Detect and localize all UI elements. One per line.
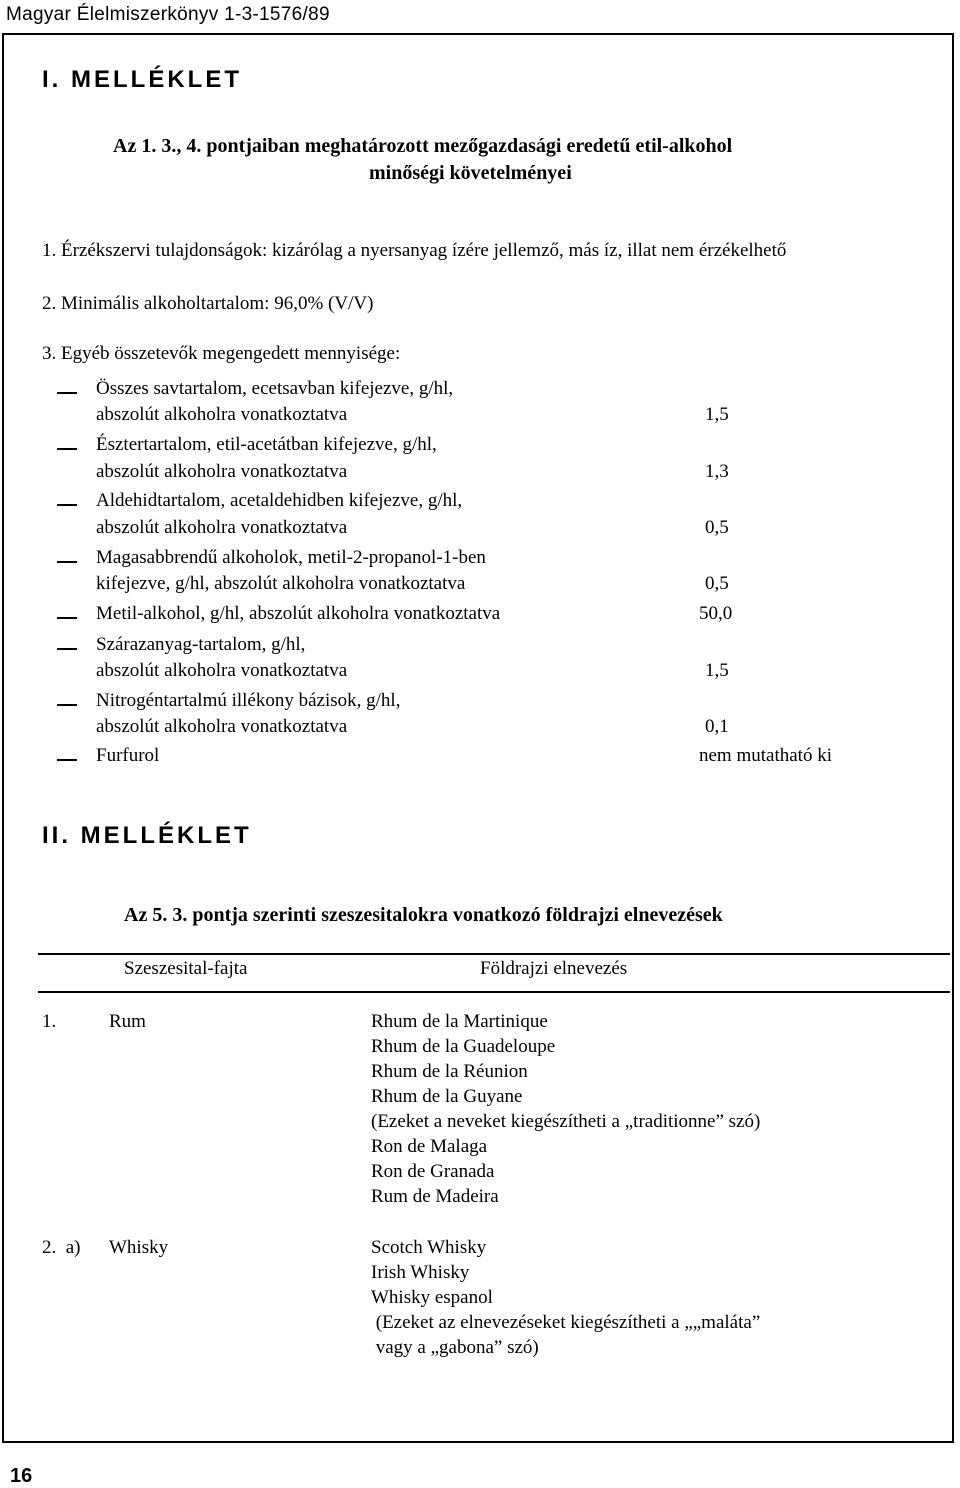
row-geographic-name: Irish Whisky xyxy=(371,1262,470,1283)
row-geographic-name: Ron de Granada xyxy=(371,1161,495,1182)
row-geographic-name: Rhum de la Guadeloupe xyxy=(371,1036,556,1057)
row-geographic-name: Scotch Whisky xyxy=(371,1237,487,1258)
row-geographic-name: Rhum de la Réunion xyxy=(371,1061,528,1082)
component-label-line2: kifejezve, g/hl, abszolút alkoholra vonatkoztatva xyxy=(96,573,466,594)
annex-1-heading: I. MELLÉKLET xyxy=(42,66,242,93)
component-label-line1: Összes savtartalom, ecetsavban kifejezve, g/hl, xyxy=(96,378,454,399)
component-value: 1,3 xyxy=(705,461,729,482)
page-number: 16 xyxy=(10,1465,33,1487)
row-drink-type: Rum xyxy=(109,1011,146,1032)
component-label-line2: abszolút alkoholra vonatkoztatva xyxy=(96,716,348,737)
table-header-drink-type: Szeszesital-fajta xyxy=(124,958,248,979)
row-geographic-name: Rhum de la Martinique xyxy=(371,1011,548,1032)
row-geographic-name: Rhum de la Guyane xyxy=(371,1086,523,1107)
table-header-geographic-name: Földrajzi elnevezés xyxy=(480,958,628,979)
component-label-line1: Magasabbrendű alkoholok, metil-2-propanol-1-ben xyxy=(96,547,486,568)
component-label-line2: abszolút alkoholra vonatkoztatva xyxy=(96,517,348,538)
row-note: (Ezeket az elnevezéseket kiegészítheti a „„maláta” xyxy=(371,1312,761,1333)
annex-1-subtitle-line2: minőségi követelményei xyxy=(369,162,572,184)
list-dash xyxy=(57,561,77,563)
annex-2-heading: II. MELLÉKLET xyxy=(42,822,252,849)
component-label-line1: Metil-alkohol, g/hl, abszolút alkoholra vonatkoztatva xyxy=(96,603,501,624)
row-note: vagy a „gabona” szó) xyxy=(371,1337,539,1358)
component-value: 0,5 xyxy=(705,573,729,594)
component-value: 1,5 xyxy=(705,404,729,425)
component-label-line1: Aldehidtartalom, acetaldehidben kifejezve, g/hl, xyxy=(96,490,463,511)
table-header-rule xyxy=(38,991,950,993)
component-value: 1,5 xyxy=(705,660,729,681)
list-dash xyxy=(57,392,77,394)
annex-1-item-3: 3. Egyéb összetevők megengedett mennyisége: xyxy=(42,343,401,364)
row-geographic-name: Ron de Malaga xyxy=(371,1136,488,1157)
component-label-line2: abszolút alkoholra vonatkoztatva xyxy=(96,404,348,425)
row-geographic-name: Rum de Madeira xyxy=(371,1186,499,1207)
row-number: 2. a) xyxy=(42,1237,81,1258)
list-dash xyxy=(57,504,77,506)
component-label-line1: Furfurol xyxy=(96,745,160,766)
component-value: 0,1 xyxy=(705,716,729,737)
component-label-line1: Szárazanyag-tartalom, g/hl, xyxy=(96,634,306,655)
row-geographic-name: Whisky espanol xyxy=(371,1287,493,1308)
component-value: 50,0 xyxy=(699,603,733,624)
list-dash xyxy=(57,704,77,706)
document-header-title: Magyar Élelmiszerkönyv 1-3-1576/89 xyxy=(6,4,330,25)
annex-1-item-1: 1. Érzékszervi tulajdonságok: kizárólag a nyersanyag ízére jellemző, más íz, illat nem érzékelhető xyxy=(42,240,787,261)
row-number: 1. xyxy=(42,1011,57,1032)
component-label-line2: abszolút alkoholra vonatkoztatva xyxy=(96,660,348,681)
list-dash xyxy=(57,448,77,450)
annex-1-item-2: 2. Minimális alkoholtartalom: 96,0% (V/V) xyxy=(42,293,374,314)
component-label-line1: Észtertartalom, etil-acetátban kifejezve, g/hl, xyxy=(96,434,437,455)
table-top-rule xyxy=(38,953,950,955)
component-value: 0,5 xyxy=(705,517,729,538)
list-dash xyxy=(57,617,77,619)
row-drink-type: Whisky xyxy=(109,1237,169,1258)
list-dash xyxy=(57,648,77,650)
annex-1-subtitle-line1: Az 1. 3., 4. pontjaiban meghatározott mezőgazdasági eredetű etil-alkohol xyxy=(113,135,733,157)
list-dash xyxy=(57,759,77,761)
component-value: nem mutatható ki xyxy=(699,745,832,766)
component-label-line2: abszolút alkoholra vonatkoztatva xyxy=(96,461,348,482)
annex-2-subtitle: Az 5. 3. pontja szerinti szeszesitalokra vonatkozó földrajzi elnevezések xyxy=(124,904,723,926)
row-note: (Ezeket a neveket kiegészítheti a „traditionne” szó) xyxy=(371,1111,761,1132)
component-label-line1: Nitrogéntartalmú illékony bázisok, g/hl, xyxy=(96,690,401,711)
